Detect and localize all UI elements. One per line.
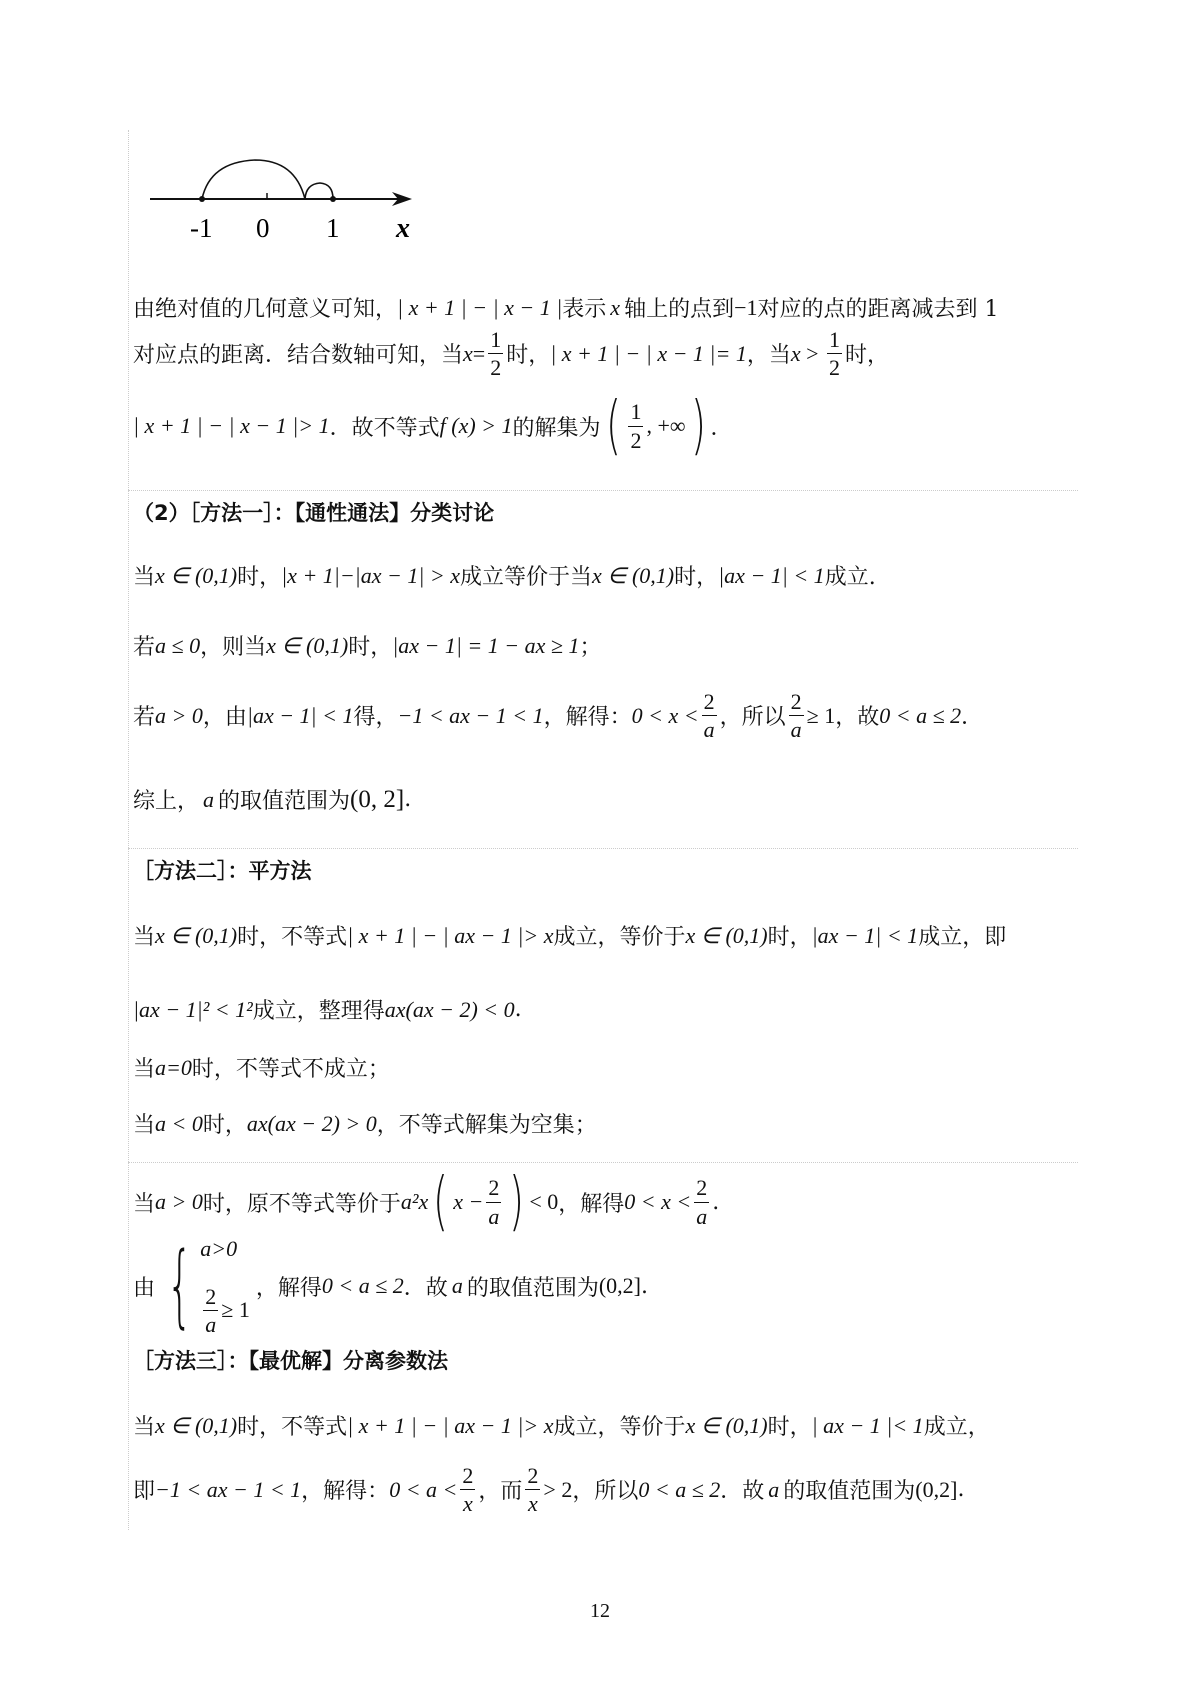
text-line: 当 a < 0 时， ax(ax − 2) > 0 ，不等式解集为空集； (133, 1110, 597, 1138)
left-brace: { (166, 1233, 193, 1338)
margin-guide (128, 130, 129, 1530)
fraction: $\frac{2}{a}$ (790, 689, 802, 743)
text-line: 由绝对值的几何意义可知， | x + 1 | − | x − 1 | 表示 x 轴上的点到 −1 对应的点的距离减去到 1 (133, 294, 999, 322)
divider (128, 1162, 1078, 1163)
text-line: 当 x ∈ (0,1) 时， |x + 1|−|ax − 1| > x 成立等价于当 x ∈ (0,1) 时， |ax − 1| < 1 成立. (133, 562, 876, 590)
text-line: | x + 1 | − | x − 1 |> 1 ．故不等式 f (x) > 1 的解集为 ( $\frac{1}{2}$ , +∞ ) ． (133, 389, 733, 463)
label-x-axis: x (396, 213, 410, 244)
fraction: $\frac{2}{a}$ (488, 1175, 500, 1229)
fraction: $\frac{1}{2}$ (829, 327, 841, 381)
text-line: 当 a > 0 时，原不等式等价于 a²x ( x − $\frac{2}{a}$ ) < 0 ，解得 0 < x < $\frac{2}{a}$ . (133, 1165, 720, 1239)
divider (128, 848, 1078, 849)
section-heading: ［方法二］：平方法 (133, 859, 312, 883)
text-line: 当 x ∈ (0,1) 时，不等式 | x + 1 | − | ax − 1 |> x 成立，等价于 x ∈ (0,1) 时， |ax − 1| < 1 成立，即 (133, 922, 1007, 950)
fraction: $\frac{2}{a}$ (696, 1175, 708, 1229)
text-line: 若 a ≤ 0 ，则当 x ∈ (0,1) 时， |ax − 1| = 1 − ax ≥ 1 ； (133, 632, 602, 660)
right-paren: ) (509, 1165, 525, 1239)
text-line: 综上， a 的取值范围为 (0, 2] . (133, 785, 412, 814)
fraction: $\frac{2}{x}$ (462, 1463, 474, 1517)
label-neg-one: -1 (190, 213, 213, 243)
fraction: $\frac{2}{x}$ (527, 1463, 539, 1517)
label-one: 1 (326, 213, 340, 243)
page-number: 12 (590, 1600, 610, 1622)
divider (128, 490, 1078, 491)
text-line: 当 x ∈ (0,1) 时，不等式 | x + 1 | − | ax − 1 |> x 成立，等价于 x ∈ (0,1) 时， | ax − 1 |< 1 成立， (133, 1412, 990, 1440)
system-of-inequalities: a>0 $\frac{2}{a}$ ≥ 1 (200, 1236, 250, 1337)
section-heading: ［方法三］：【最优解】分离参数法 (133, 1349, 448, 1373)
number-line-diagram (140, 150, 440, 250)
text-line: 若 a > 0 ，由 |ax − 1| < 1 得， −1 < ax − 1 < 1 ，解得： 0 < x < $\frac{2}{a}$ ，所以 $\frac{2}{a}$ ≥ 1 ，故 0 < a ≤ 2 ． (133, 689, 984, 743)
left-paren: ( (433, 1165, 449, 1239)
fraction: $\frac{1}{2}$ (630, 399, 642, 453)
text-line: 当 a=0 时，不等式不成立； (133, 1054, 390, 1082)
text-line: |ax − 1|² < 1² 成立，整理得 ax(ax − 2) < 0 . (133, 996, 522, 1024)
text-line: 即 −1 < ax − 1 < 1 ，解得： 0 < a < $\frac{2}{x}$ ，而 $\frac{2}{x}$ > 2 ，所以 0 < a ≤ 2 ．故 a 的取值范围为 (0,2] . (133, 1463, 965, 1517)
right-paren: ) (690, 389, 706, 463)
fraction: $\frac{1}{2}$ (490, 327, 502, 381)
text-line: 对应点的距离．结合数轴可知，当 x = $\frac{1}{2}$ 时， | x + 1 | − | x − 1 |= 1 ，当 x > $\frac{1}{2}$ 时， (133, 327, 890, 381)
label-zero: 0 (256, 213, 270, 243)
fraction: $\frac{2}{a}$ (703, 689, 715, 743)
fraction: $\frac{2}{a}$ (205, 1283, 217, 1337)
text-line: 由 { a>0 $\frac{2}{a}$ ≥ 1 ，解得 0 < a ≤ 2 ．故 a 的取值范围为 (0,2] . (133, 1233, 648, 1338)
section-heading: （2）［方法一］：【通性通法】分类讨论 (133, 501, 495, 525)
left-paren: ( (605, 389, 621, 463)
